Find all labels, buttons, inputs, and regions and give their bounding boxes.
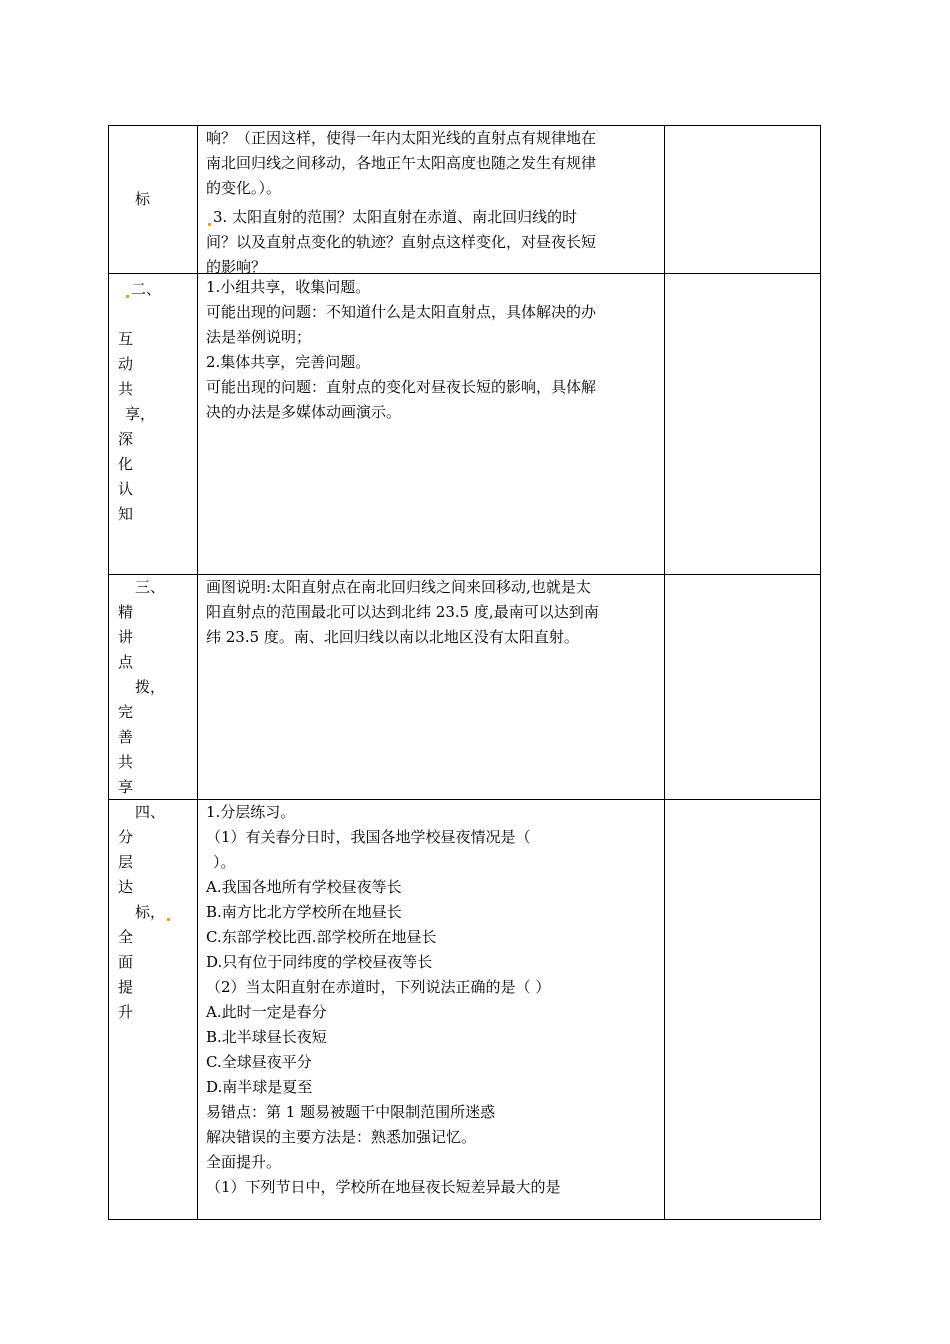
mark-dot: [208, 223, 211, 226]
content-line: 纬 23.5 度。南、北回归线以南以北地区没有太阳直射。: [206, 628, 579, 646]
content-line: 全面提升。: [206, 1153, 282, 1171]
label-char: 升: [118, 1003, 134, 1021]
content-line: A.此时一定是春分: [206, 1003, 327, 1021]
content-line: B.南方比北方学校所在地昼长: [206, 903, 402, 921]
content-line: 决的办法是多媒体动画演示。: [206, 403, 402, 421]
label-char: 善: [118, 728, 134, 746]
content-line: 2.集体共享，完善问题。: [206, 353, 371, 371]
row-4-label: [108, 800, 197, 1025]
content-line: （1）有关春分日时，我国各地学校昼夜情况是（: [206, 828, 531, 846]
label-char: 二、: [131, 280, 162, 298]
label-char: 三、: [135, 578, 166, 596]
content-line: B.北半球昼长夜短: [206, 1028, 327, 1046]
content-line: D.南半球是夏至: [206, 1078, 313, 1096]
label-char: 认: [118, 480, 134, 498]
label-char: 共: [118, 753, 134, 771]
content-line: 响？（正因这样，使得一年内太阳光线的直射点有规律地在: [206, 129, 597, 147]
mark-dot: [126, 295, 129, 298]
content-line: 阳直射点的范围最北可以达到北纬 23.5 度,最南可以达到南: [206, 603, 599, 621]
label-char: 全: [118, 928, 134, 946]
content-line: 1.分层练习。: [206, 803, 296, 821]
content-line: 的影响？: [206, 258, 267, 276]
content-line: 可能出现的问题：不知道什么是太阳直射点，具体解决的办: [206, 303, 597, 321]
content-line: 的变化。）。: [206, 179, 282, 197]
table-border-right: [820, 125, 821, 1220]
label-char: 面: [118, 953, 134, 971]
label-char: 深: [118, 430, 134, 448]
content-line: 1.小组共享，收集问题。: [206, 278, 371, 296]
label-char: 标: [135, 190, 151, 208]
row-3-label: [108, 575, 197, 800]
label-char: 四、: [135, 803, 166, 821]
lesson-table: [108, 125, 821, 1220]
label-char: 享: [118, 778, 134, 796]
content-line: D.只有位于同纬度的学校昼夜等长: [206, 953, 433, 971]
content-line: C.东部学校比西.部学校所在地昼长: [206, 928, 437, 946]
content-line: 南北回归线之间移动，各地正午太阳高度也随之发生有规律: [206, 154, 597, 172]
label-char: 标，: [135, 903, 166, 921]
table-border-bottom: [108, 1219, 821, 1220]
content-line: ）。: [213, 853, 236, 871]
label-char: 享，: [125, 405, 156, 423]
content-line: 法是举例说明；: [206, 328, 312, 346]
row-1-content: [206, 126, 596, 280]
label-char: 点: [118, 653, 134, 671]
mark-dot: [167, 918, 170, 921]
row-4-content: [206, 800, 561, 1200]
label-char: 化: [118, 455, 134, 473]
label-char: 提: [118, 978, 134, 996]
label-char: 完: [118, 703, 134, 721]
content-line: 解决错误的主要方法是：熟悉加强记忆。: [206, 1128, 477, 1146]
label-char: 精: [118, 603, 134, 621]
content-line: 间？以及直射点变化的轨迹？直射点这样变化，对昼夜长短: [206, 233, 597, 251]
label-char: 拨，: [135, 678, 166, 696]
column-divider: [664, 125, 665, 1220]
content-line: （1）下列节日中，学校所在地昼夜长短差异最大的是: [206, 1178, 561, 1196]
content-line: 3. 太阳直射的范围？太阳直射在赤道、南北回归线的时: [213, 208, 578, 226]
content-line: 可能出现的问题：直射点的变化对昼夜长短的影响，具体解: [206, 378, 597, 396]
row-3-content: [206, 575, 599, 650]
content-line: （2）当太阳直射在赤道时，下列说法正确的是（ ）: [206, 978, 551, 996]
column-divider: [197, 125, 198, 1220]
row-2-label: [108, 277, 197, 527]
label-char: 共: [118, 380, 134, 398]
label-char: 达: [118, 878, 134, 896]
row-1-label: [108, 187, 197, 212]
label-char: 知: [118, 505, 134, 523]
content-line: C.全球昼夜平分: [206, 1053, 312, 1071]
label-char: 互: [118, 330, 134, 348]
content-line: A.我国各地所有学校昼夜等长: [206, 878, 402, 896]
content-line: 画图说明:太阳直射点在南北回归线之间来回移动,也就是太: [206, 578, 591, 596]
row-2-content: [206, 275, 596, 425]
content-line: 易错点：第 1 题易被题干中限制范围所迷惑: [206, 1103, 496, 1121]
label-char: 讲: [118, 628, 134, 646]
label-char: 分: [118, 828, 134, 846]
label-char: 层: [118, 853, 134, 871]
label-char: 动: [118, 355, 134, 373]
